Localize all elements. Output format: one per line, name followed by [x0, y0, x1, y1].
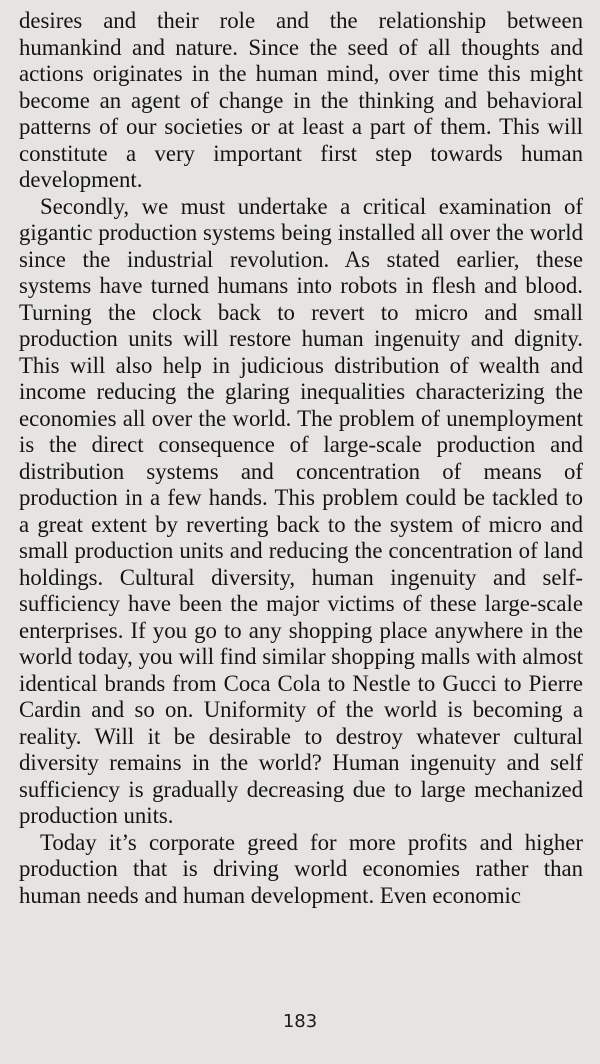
- page-number: 183: [282, 1011, 318, 1032]
- body-text: [19, 8, 583, 909]
- paragraph-3: Today it’s corporate greed for more profits and higher production that is driving world economies rather than human needs and human development. Even economic: [19, 829, 583, 908]
- paragraph-1: desires and their role and the relationship between humankind and nature. Since the seed of all thoughts and actions originates in the human mind, over time this might become an agent of change in the thinking and behavioral patterns of our societies or at least a part of them. This will constitute a very important first step towards human development.: [19, 8, 583, 192]
- paragraph-2: Secondly, we must undertake a critical examination of gigantic production systems being installed all over the world since the industrial revolution. As stated earlier, these systems have turned humans into robots in flesh and blood. Turning the clock back to revert to micro and small production units will restore human ingenuity and dignity. This will also help in judicious distribution of wealth and income reducing the glaring inequalities characterizing the economies all over the world. The problem of unemployment is the direct consequence of large-scale production and distribution systems and concentration of means of production in a few hands. This problem could be tackled to a great extent by reverting back to the system of micro and small production units and reducing the concentration of land holdings. Cultural diversity, human ingenuity and self-sufficiency have been the major victims of these large-scale enterprises. If you go to any shopping place anywhere in the world today, you will find similar shopping malls with almost identical brands from Coca Cola to Nestle to Gucci to Pierre Cardin and so on. Uniformity of the world is becoming a reality. Will it be desirable to destroy whatever cultural diversity remains in the world? Human ingenuity and self sufficiency is gradually decreasing due to large mechanized production units.: [19, 193, 583, 828]
